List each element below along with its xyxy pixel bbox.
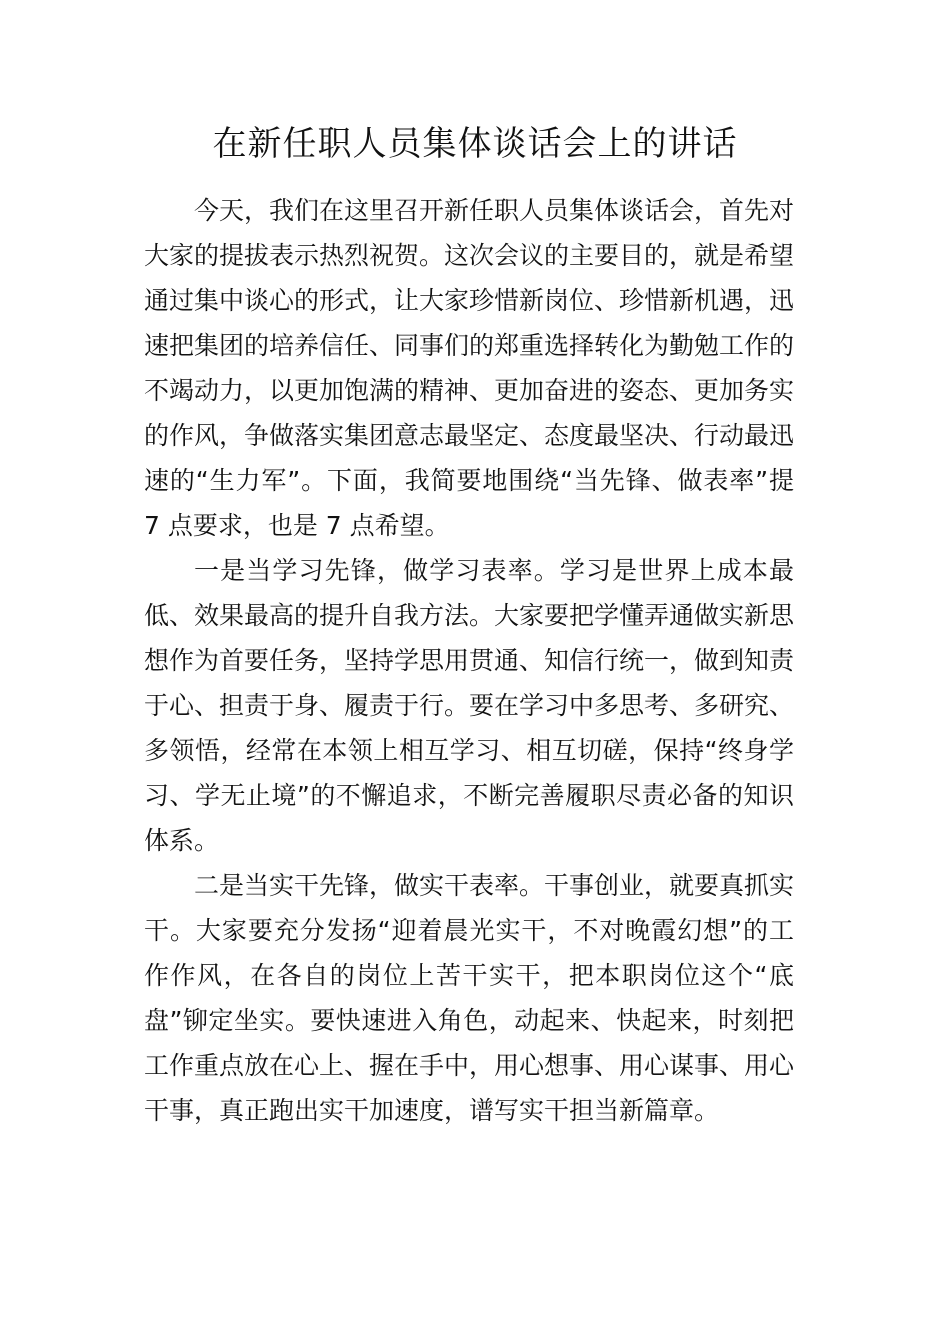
paragraph-point-1: 一是当学习先锋，做学习表率。学习是世界上成本最低、效果最高的提升自我方法。大家要把学懂弄通做实新思想作为首要任务，坚持学思用贯通、知信行统一，做到知责于心、担责于身、履责于行。要在学习中多思考、多研究、多领悟，经常在本领上相互学习、相互切磋，保持“终身学习、学无止境”的不懈追求，不断完善履职尽责必备的知识体系。 [144,556,795,855]
document-title: 在新任职人员集体谈话会上的讲话 [212,124,738,164]
paragraph-point-2: 二是当实干先锋，做实干表率。干事创业，就要真抓实干。大家要充分发扬“迎着晨光实干，不对晚霞幻想”的工作作风，在各自的岗位上苦干实干，把本职岗位这个“底盘”铆定坐实。要快速进入角色，动起来、快起来，时刻把工作重点放在心上、握在手中，用心想事、用心谋事、用心干事，真正跑出实干加速度，谱写实干担当新篇章。 [144,871,795,1125]
paragraph-intro: 今天，我们在这里召开新任职人员集体谈话会，首先对大家的提拔表示热烈祝贺。这次会议的主要目的，就是希望通过集中谈心的形式，让大家珍惜新岗位、珍惜新机遇，迅速把集团的培养信任、同事们的郑重选择转化为勤勉工作的不竭动力，以更加饱满的精神、更加奋进的姿态、更加务实的作风，争做落实集团意志最坚定、态度最坚决、行动最迅速的“生力军”。下面，我简要地围绕“当先锋、做表率”提 7 点要求，也是 7 点希望。 [144,196,795,540]
document-body [144,188,794,1133]
